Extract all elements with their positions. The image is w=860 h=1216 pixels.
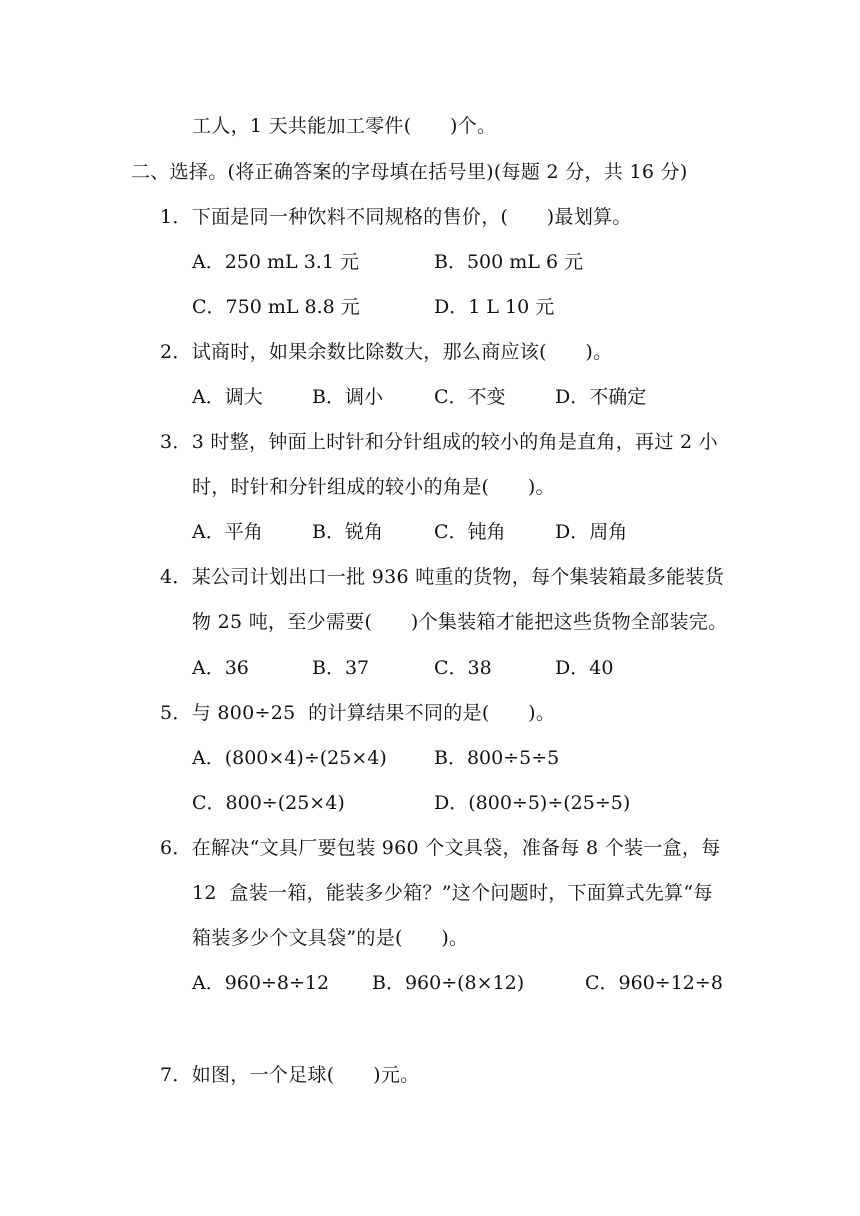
option-d: D．(800÷5)÷(25÷5) [434,792,631,814]
option-d: D．周角 [555,521,628,543]
option-d: D．40 [555,657,614,679]
question-7-text: 7．如图，一个足球( )元。 [160,1064,420,1086]
option-d: D．不确定 [555,386,647,408]
question-4-text-line-1: 4．某公司计划出口一批 936 吨重的货物，每个集装箱最多能装货 [160,566,725,588]
question-6-text-line-3: 箱装多少个文具袋”的是( )。 [192,927,469,949]
question-4-text-line-2: 物 25 吨，至少需要( )个集装箱才能把这些货物全部装完。 [192,611,728,633]
option-a: A．36 [192,657,249,679]
option-a: A．(800×4)÷(25×4) [192,747,387,769]
option-b: B．960÷(8×12) [372,972,525,994]
option-a: A．960÷8÷12 [192,972,330,994]
option-a: A．250 mL 3.1 元 [192,251,359,273]
question-5-text: 5．与 800÷25 的计算结果不同的是( )。 [160,702,556,724]
option-d: D．1 L 10 元 [434,296,555,318]
option-b: B．锐角 [312,521,383,543]
option-b: B．37 [312,657,370,679]
question-3-text-line-1: 3．3 时整，钟面上时针和分针组成的较小的角是直角，再过 2 小 [160,431,718,453]
option-c: C．38 [434,657,492,679]
option-c: C．钝角 [434,521,506,543]
option-b: B．调小 [312,386,383,408]
question-1-text: 1．下面是同一种饮料不同规格的售价，( )最划算。 [160,206,632,228]
option-c: C．960÷12÷8 [585,972,723,994]
option-b: B．800÷5÷5 [434,747,560,769]
question-6-text-line-1: 6．在解决“文具厂要包装 960 个文具袋，准备每 8 个装一盒，每 [160,837,721,859]
question-2-text: 2．试商时，如果余数比除数大，那么商应该( )。 [160,341,613,363]
question-6-text-line-2: 12 盒装一箱，能装多少箱？”这个问题时，下面算式先算“每 [192,882,713,904]
option-a: A．调大 [192,386,263,408]
option-c: C．800÷(25×4) [192,792,345,814]
option-c: C．750 mL 8.8 元 [192,296,360,318]
section-heading: 二、选择。(将正确答案的字母填在括号里)(每题 2 分，共 16 分) [131,161,688,183]
option-b: B．500 mL 6 元 [434,251,584,273]
option-c: C．不变 [434,386,506,408]
option-a: A．平角 [192,521,263,543]
question-3-text-line-2: 时，时针和分针组成的较小的角是( )。 [192,476,555,498]
prev-question-tail: 工人，1 天共能加工零件( )个。 [192,115,497,137]
